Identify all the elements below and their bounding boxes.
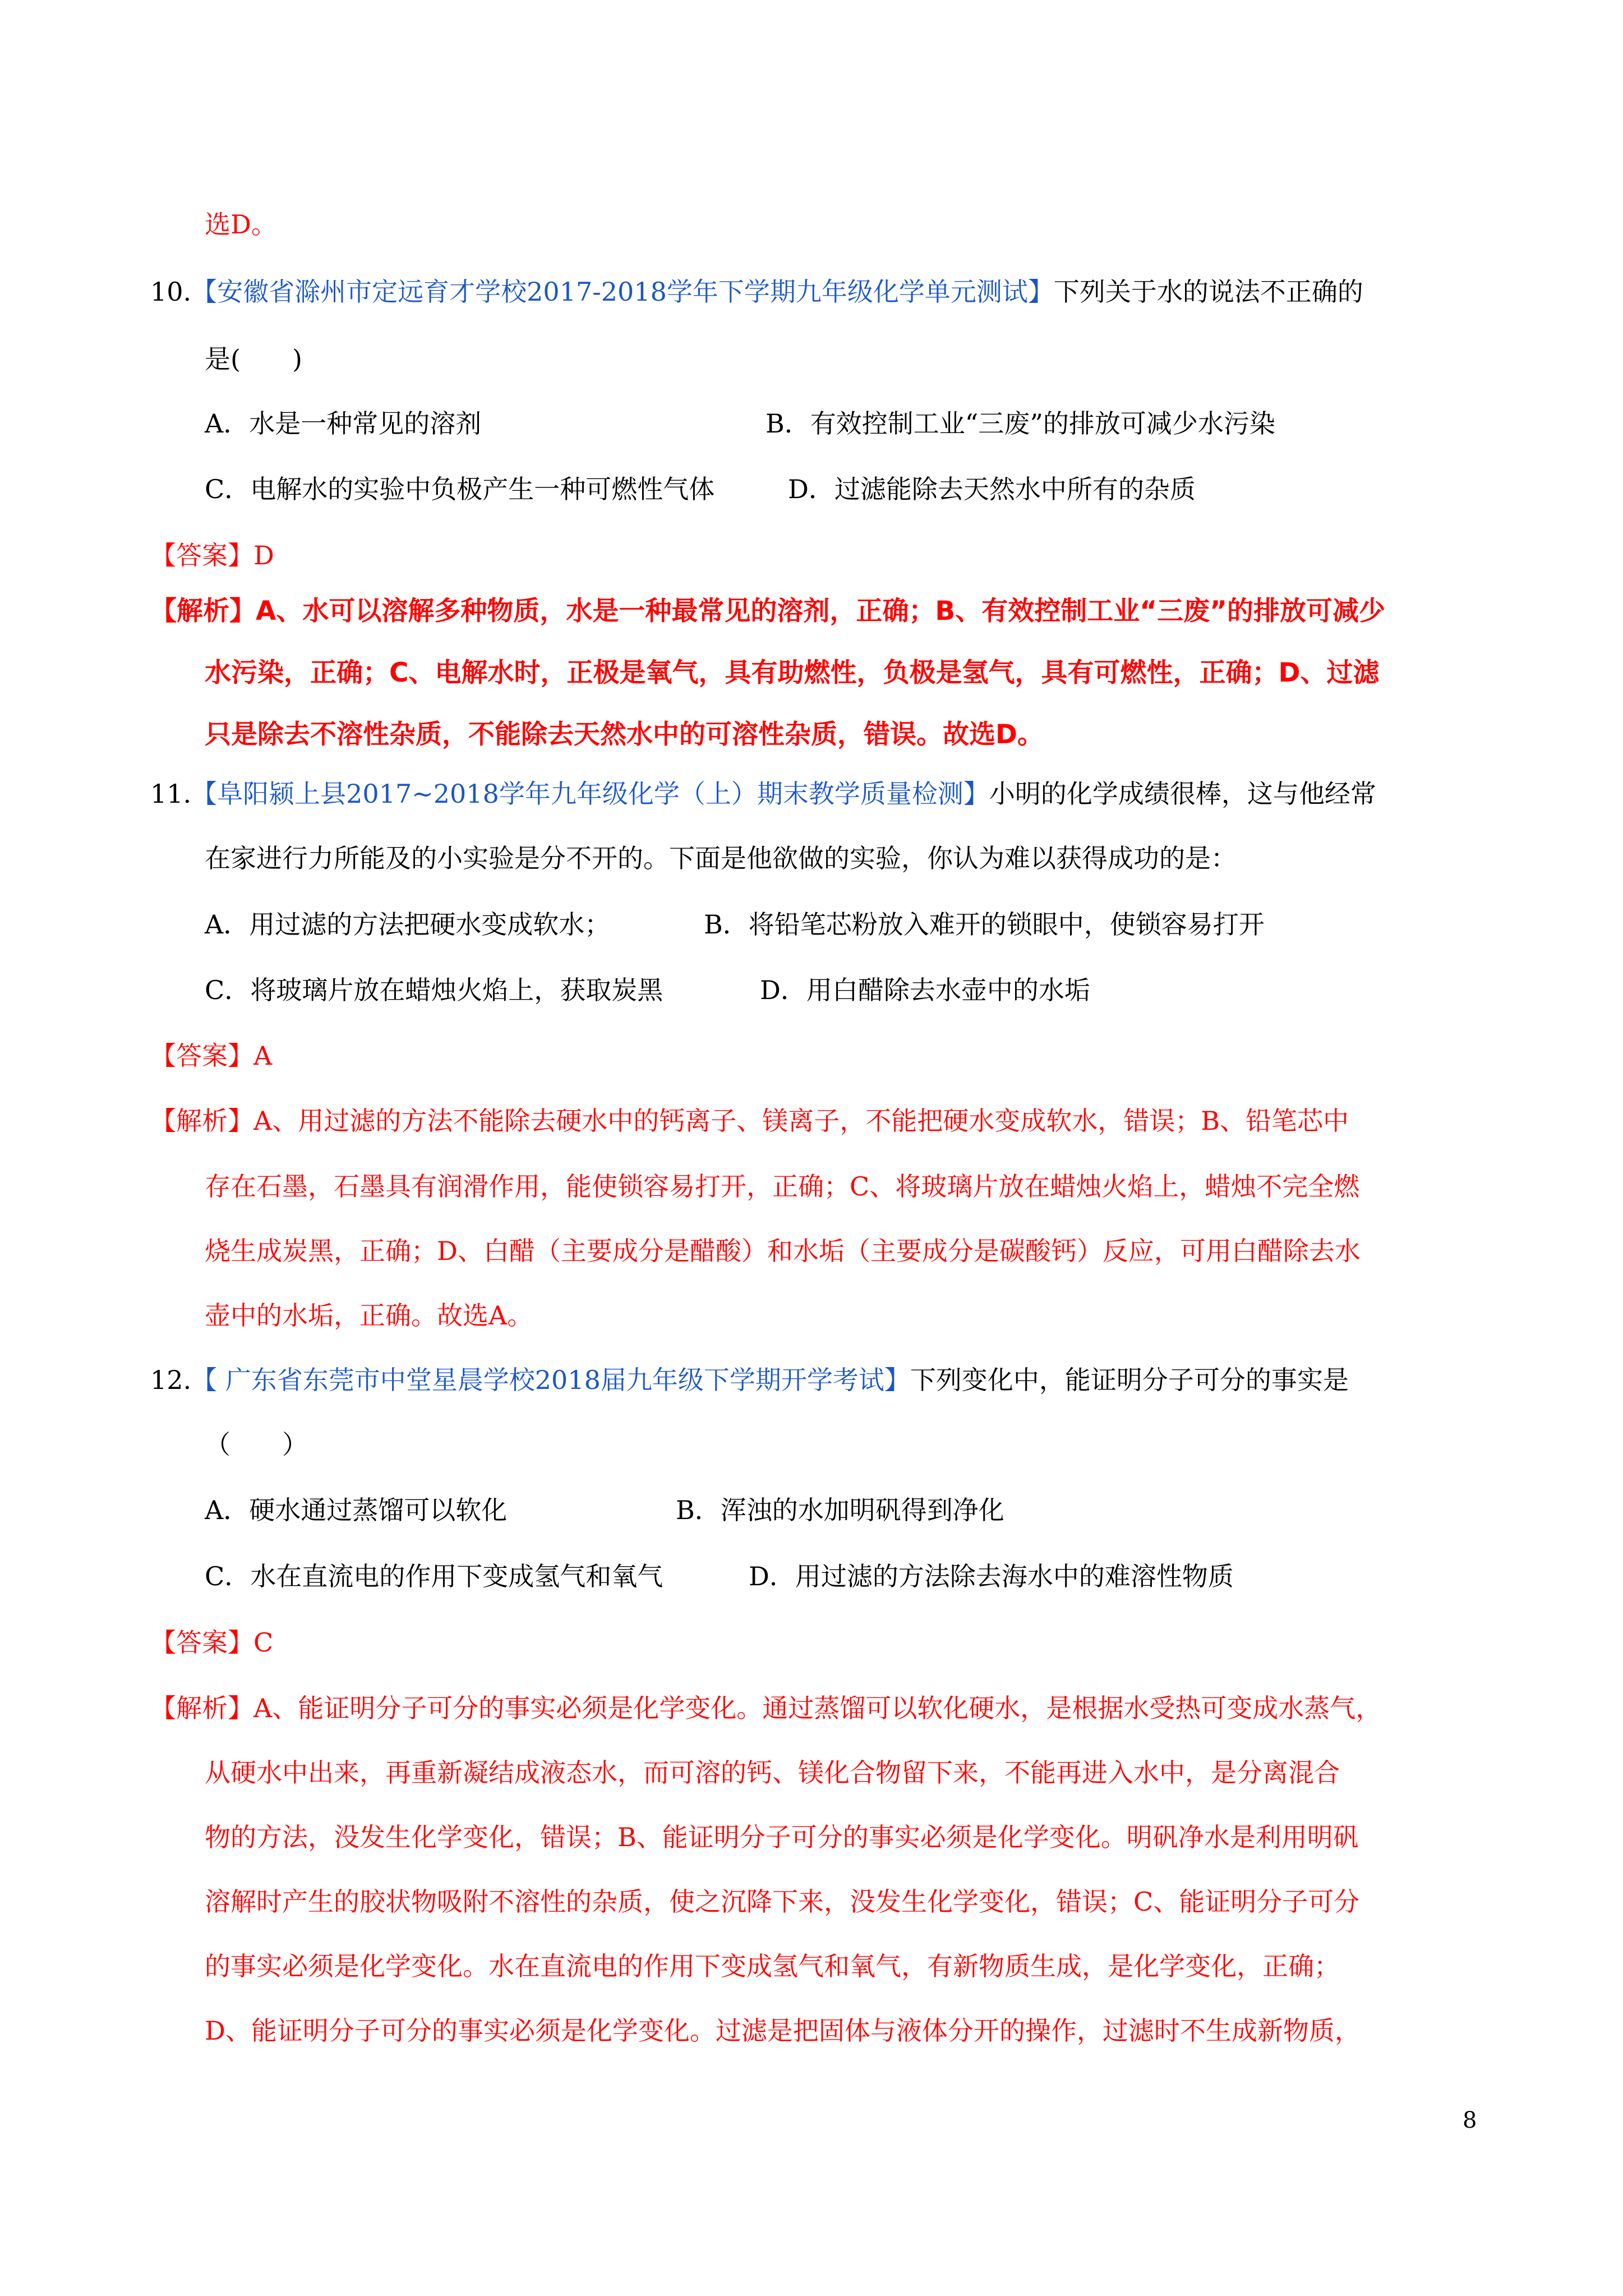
question-11-option-d: D．用白醋除去水壶中的水垢 bbox=[760, 975, 1090, 1005]
question-11-answer-label: 【答案】 bbox=[150, 1041, 253, 1071]
question-10-option-d: D．过滤能除去天然水中所有的杂质 bbox=[788, 474, 1196, 504]
question-11-answer bbox=[150, 1039, 272, 1073]
question-10-analysis-line-2: 水污染，正确；C、电解水时，正极是氧气，具有助燃性，负极是氢气，具有可燃性，正确；D、过滤 bbox=[205, 657, 1380, 688]
question-11-analysis-line-3: 烧生成炭黑，正确；D、白醋（主要成分是醋酸）和水垢（主要成分是碳酸钙）反应，可用白醋除去水 bbox=[205, 1236, 1361, 1266]
question-12-option-b: B．浑浊的水加明矾得到净化 bbox=[676, 1495, 1004, 1525]
question-10-option-b: B．有效控制工业“三废”的排放可减少水污染 bbox=[766, 408, 1275, 439]
question-10-analysis-label: 【解析】 bbox=[150, 596, 256, 627]
question-11-stem-1: 小明的化学成绩很棒，这与他经常 bbox=[989, 779, 1376, 809]
question-10-option-a: A．水是一种常见的溶剂 bbox=[205, 408, 482, 439]
question-11-option-a: A．用过滤的方法把硬水变成软水； bbox=[205, 909, 611, 940]
question-10-answer-value: D bbox=[253, 540, 274, 570]
question-10-answer bbox=[150, 539, 274, 572]
question-10-stem-1: 下列关于水的说法不正确的 bbox=[1053, 277, 1363, 307]
question-12-answer-value: C bbox=[253, 1627, 274, 1658]
question-11-option-c: C．将玻璃片放在蜡烛火焰上，获取炭黑 bbox=[205, 975, 663, 1005]
question-12-line-1 bbox=[150, 1363, 1349, 1397]
question-12-option-a: A．硬水通过蒸馏可以软化 bbox=[205, 1495, 508, 1525]
question-12-number: 12. bbox=[150, 1365, 192, 1395]
question-12-option-c: C．水在直流电的作用下变成氢气和氧气 bbox=[205, 1561, 663, 1591]
question-10-number: 10. bbox=[150, 277, 192, 307]
question-12-option-d: D．用过滤的方法除去海水中的难溶性物质 bbox=[749, 1561, 1234, 1591]
question-12-analysis-line-4: 溶解时产生的胶状物吸附不溶性的杂质，使之沉降下来，没发生化学变化，错误；C、能证明分子可分 bbox=[205, 1887, 1360, 1917]
question-12-source: 【 广东省东莞市中堂星晨学校2018届九年级下学期开学考试】 bbox=[191, 1365, 910, 1395]
question-10-analysis-text-1: A、水可以溶解多种物质，水是一种最常见的溶剂，正确；B、有效控制工业“三废”的排放可减少 bbox=[256, 596, 1385, 627]
question-12-answer bbox=[150, 1626, 273, 1659]
question-11-analysis-line-2: 存在石墨，石墨具有润滑作用，能使锁容易打开，正确；C、将玻璃片放在蜡烛火焰上，蜡烛不完全燃 bbox=[205, 1171, 1360, 1202]
question-11-analysis-line-1 bbox=[150, 1104, 1349, 1138]
question-11-option-b: B．将铅笔芯粉放入难开的锁眼中，使锁容易打开 bbox=[704, 909, 1265, 940]
question-12-stem-2: （ ） bbox=[205, 1429, 308, 1460]
question-11-source: 【阜阳颍上县2017~2018学年九年级化学（上）期末教学质量检测】 bbox=[191, 779, 989, 809]
question-12-answer-label: 【答案】 bbox=[150, 1627, 253, 1658]
question-12-analysis-line-1 bbox=[150, 1691, 1381, 1725]
question-11-answer-value: A bbox=[253, 1041, 273, 1071]
question-10-analysis-line-3: 只是除去不溶性杂质，不能除去天然水中的可溶性杂质，错误。故选D。 bbox=[205, 719, 1044, 750]
question-11-stem-2: 在家进行力所能及的小实验是分不开的。下面是他欲做的实验，你认为难以获得成功的是： bbox=[205, 843, 1237, 873]
question-12-analysis-line-2: 从硬水中出来，再重新凝结成液态水，而可溶的钙、镁化合物留下来，不能再进入水中，是分离混合 bbox=[205, 1757, 1340, 1788]
question-10-analysis-line-1 bbox=[150, 595, 1385, 628]
question-12-analysis-line-5: 的事实必须是化学变化。水在直流电的作用下变成氢气和氧气，有新物质生成，是化学变化，正确； bbox=[205, 1951, 1340, 1981]
question-11-analysis-text-1: A、用过滤的方法不能除去硬水中的钙离子、镁离子，不能把硬水变成软水，错误；B、铅笔芯中 bbox=[253, 1106, 1349, 1136]
question-11-analysis-line-4: 壶中的水垢，正确。故选A。 bbox=[205, 1300, 533, 1331]
question-12-analysis-text-1: A、能证明分子可分的事实必须是化学变化。通过蒸馏可以软化硬水，是根据水受热可变成水蒸气， bbox=[253, 1693, 1382, 1723]
question-12-stem-1: 下列变化中，能证明分子可分的事实是 bbox=[910, 1365, 1349, 1395]
question-11-line-1 bbox=[150, 777, 1376, 811]
page-number: 8 bbox=[1463, 2108, 1477, 2133]
question-10-answer-label: 【答案】 bbox=[150, 540, 253, 570]
question-10-option-c: C．电解水的实验中负极产生一种可燃性气体 bbox=[205, 474, 715, 504]
question-12-analysis-line-3: 物的方法，没发生化学变化，错误；B、能证明分子可分的事实必须是化学变化。明矾净水是利用明矾 bbox=[205, 1822, 1359, 1852]
question-11-number: 11. bbox=[150, 779, 192, 809]
question-10-stem-2: 是( ) bbox=[205, 344, 302, 374]
question-10-line-1 bbox=[150, 275, 1363, 309]
question-10-source: 【安徽省滁州市定远育才学校2017-2018学年下学期九年级化学单元测试】 bbox=[191, 277, 1054, 307]
question-12-analysis-label: 【解析】 bbox=[150, 1693, 253, 1723]
question-11-analysis-label: 【解析】 bbox=[150, 1106, 253, 1136]
previous-answer-tail: 选D。 bbox=[205, 209, 277, 240]
question-12-analysis-line-6: D、能证明分子可分的事实必须是化学变化。过滤是把固体与液体分开的操作，过滤时不生成新物质， bbox=[205, 2016, 1361, 2046]
